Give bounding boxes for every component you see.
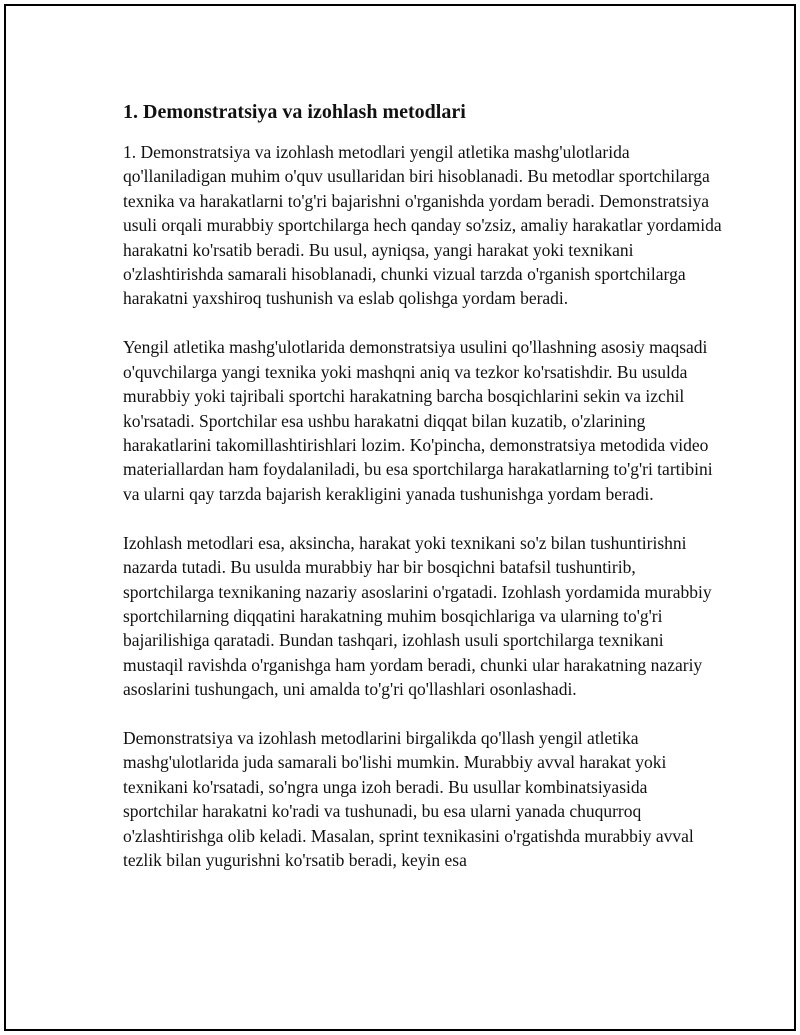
paragraph-3: Izohlash metodlari esa, aksincha, harakat yoki texnikani so'z bilan tushuntirishni nazarda tutadi. Bu usulda murabbiy har bir bosqichni batafsil tushuntirib, sportchilarga texnikaning nazariy asoslarini o'rgatadi. Izohlash yordamida murabbiy sportchilarning diqqatini harakatning muhim bosqichlariga va ularning to'g'ri bajarilishiga qaratadi. Bundan tashqari, izohlash usuli sportchilarga texnikani mustaqil ravishda o'rganishga ham yordam beradi, chunki ular harakatning nazariy asoslarini tushungach, uni amalda to'g'ri qo'llashlari osonlashadi. xyxy=(123,532,712,700)
page-content xyxy=(123,98,723,897)
paragraph-2: Yengil atletika mashg'ulotlarida demonstratsiya usulini qo'llashning asosiy maqsadi o'quvchilarga yangi texnika yoki mashqni aniq va tezkor ko'rsatishdir. Bu usulda murabbiy yoki tajribali sportchi harakatning barcha bosqichlarini sekin va izchil ko'rsatadi. Sportchilar esa ushbu harakatni diqqat bilan kuzatib, o'zlarining harakatlarini takomillashtirishlari lozim. Ko'pincha, demonstratsiya metodida video materiallardan ham foydalaniladi, bu esa sportchilarga harakatlarning to'g'ri tartibini va ularni qay tarzda bajarish kerakligini yanada tushunishga yordam beradi. xyxy=(123,337,713,504)
paragraph-4: Demonstratsiya va izohlash metodlarini birgalikda qo'llash yengil atletika mashg'ulotlarida juda samarali bo'lishi mumkin. Murabbiy avval harakat yoki texnikani ko'rsatadi, so'ngra unga izoh beradi. Bu usullar kombinatsiyasida sportchilar harakatni ko'radi va tushunadi, bu esa ularni yanada chuqurroq o'zlashtirishga olib keladi. Masalan, sprint texnikasini o'rgatishda murabbiy avval tezlik bilan yugurishni ko'rsatib beradi, keyin esa xyxy=(123,728,694,871)
section-heading: 1. Demonstratsiya va izohlash metodlari xyxy=(123,101,466,123)
paragraph-1: 1. Demonstratsiya va izohlash metodlari yengil atletika mashg'ulotlarida qo'llaniladigan muhim o'quv usullaridan biri hisoblanadi. Bu metodlar sportchilarga texnika va harakatlarni to'g'ri bajarishni o'rganishda yordam beradi. Demonstratsiya usuli orqali murabbiy sportchilarga hech qanday so'zsiz, amaliy harakatlar yordamida harakatni ko'rsatib beradi. Bu usul, ayniqsa, yangi harakat yoki texnikani o'zlashtirishda samarali hisoblanadi, chunki vizual tarzda o'rganish sportchilarga harakatni yaxshiroq tushunish va eslab qolishga yordam beradi. xyxy=(123,142,722,309)
page-frame xyxy=(4,4,796,1031)
